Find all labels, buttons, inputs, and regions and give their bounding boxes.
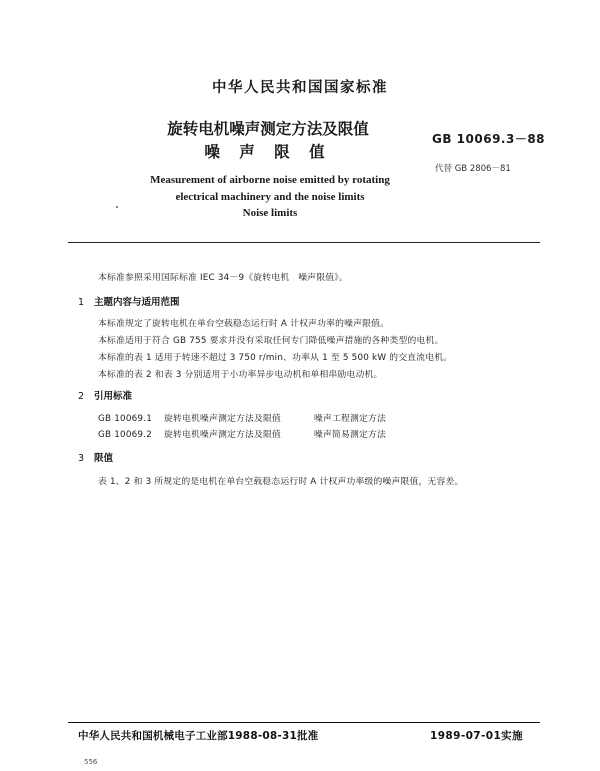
paragraph: 本标准适用于符合 GB 755 要求并没有采取任何专门降低噪声措施的各种类型的电机。 [98,336,444,346]
section-title: 主题内容与适用范围 [94,297,180,308]
reference-item [98,427,386,440]
section-number: 3 [78,453,85,464]
reference-item [98,411,386,424]
approval-line: 中华人民共和国机械电子工业部1988-08-31批准 [78,730,319,742]
page-number: 556 [84,758,98,766]
reference-code: GB 10069.2 [98,430,153,440]
title-cn-line1: 旋转电机噪声测定方法及限值 [167,120,369,138]
section-3-heading [78,450,113,464]
intro-paragraph: 本标准参照采用国际标准 IEC 34－9《旋转电机 噪声限值》。 [98,273,348,283]
reference-title: 旋转电机噪声测定方法及限值 [164,430,281,440]
paragraph: 本标准规定了旋转电机在单台空载稳态运行时 A 计权声功率的噪声限值。 [98,319,390,329]
standard-number: GB 10069.3－88 [432,132,546,146]
stray-mark [116,206,118,208]
reference-title: 旋转电机噪声测定方法及限值 [164,414,281,424]
title-cn-line2: 噪 声 限 值 [204,143,332,161]
paragraph: 表 1、2 和 3 所规定的是电机在单台空载稳态运行时 A 计权声功率级的噪声限值，无容差。 [98,477,464,487]
reference-subtitle: 噪声简易测定方法 [314,430,386,440]
title-en-line2: electrical machinery and the noise limits [175,190,365,203]
national-standard-header: 中华人民共和国国家标准 [212,80,388,96]
replaces-standard: 代替 GB 2806－81 [435,164,511,174]
section-title: 限值 [94,453,114,464]
paragraph: 本标准的表 2 和表 3 分别适用于小功率异步电动机和单相串励电动机。 [98,370,383,380]
section-2-heading [78,388,132,402]
section-title: 引用标准 [94,391,133,402]
section-number: 1 [78,297,85,308]
title-en-line1: Measurement of airborne noise emitted by rotating [150,174,390,186]
section-1-heading [78,294,180,308]
reference-code: GB 10069.1 [98,414,153,424]
title-en-line3: Noise limits [242,207,298,219]
reference-subtitle: 噪声工程测定方法 [314,414,386,424]
footer-divider [68,722,540,723]
header-divider [68,242,540,243]
implementation-date: 1989-07-01实施 [430,730,523,742]
english-title [80,172,460,222]
document-title [118,118,418,164]
paragraph: 本标准的表 1 适用于转速不超过 3 750 r/min、功率从 1 至 5 500 kW 的交直流电机。 [98,353,453,363]
section-number: 2 [78,391,85,402]
